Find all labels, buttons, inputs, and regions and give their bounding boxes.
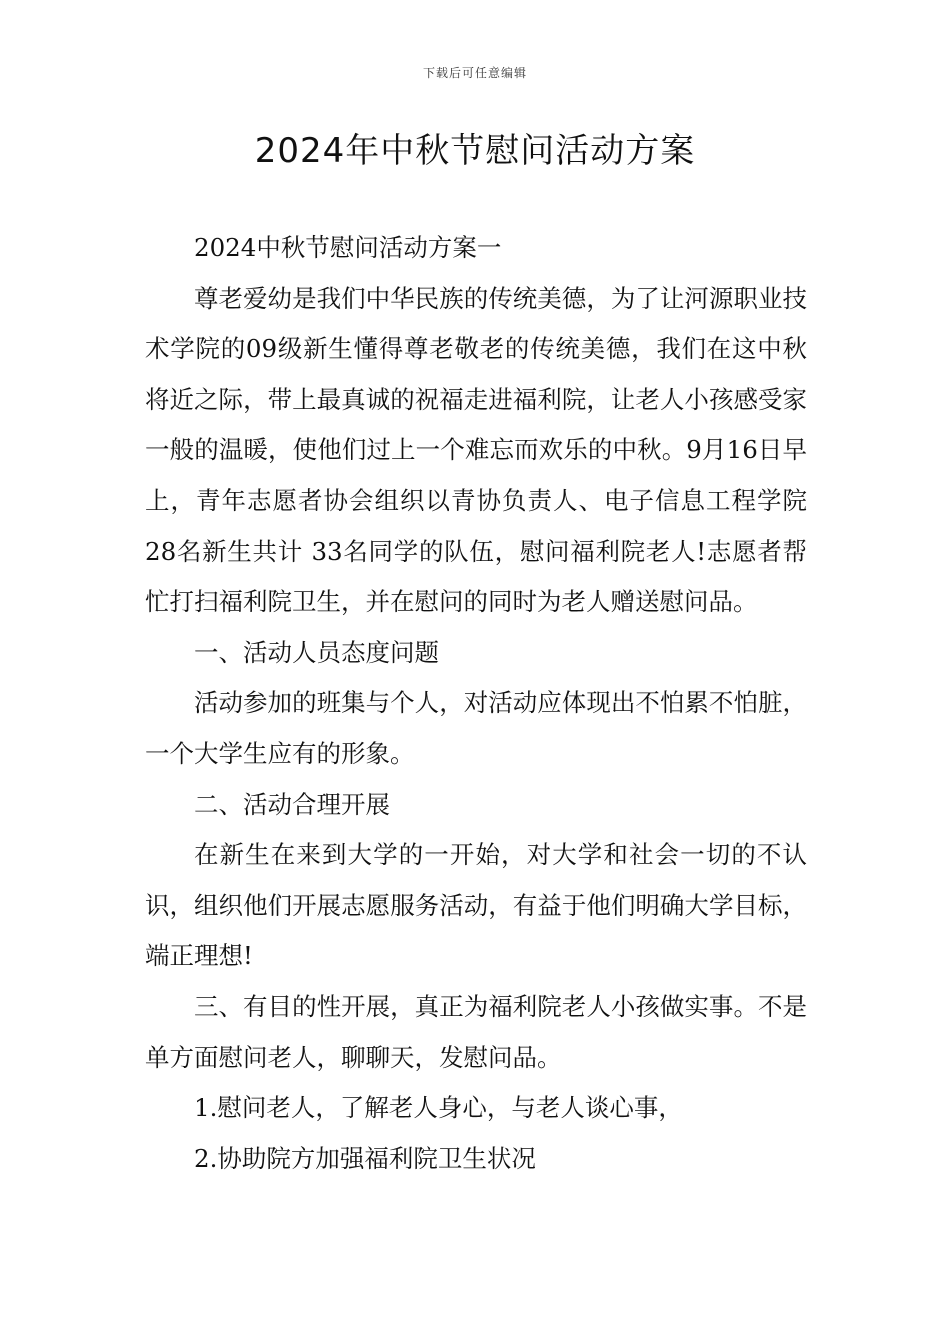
section-heading-purpose: 三、有目的性开展，真正为福利院老人小孩做实事。不是单方面慰问老人，聊聊天，发慰问品。 <box>145 991 807 1072</box>
intro-paragraph: 尊老爱幼是我们中华民族的传统美德，为了让河源职业技术学院的09级新生懂得尊老敬老的传统美德，我们在这中秋将近之际，带上最真诚的祝福走进福利院，让老人小孩感受家一般的温暖，使他们过上一个难忘而欢乐的中秋。9月16日早上，青年志愿者协会组织以青协负责人、电子信息工程学院28名新生共计 33名同学的队伍，慰问福利院老人!志愿者帮忙打扫福利院卫生，并在慰问的同时为老人赠送慰问品。 <box>145 283 807 617</box>
section-heading-development: 二、活动合理开展 <box>194 789 390 819</box>
list-item: 2.协助院方加强福利院卫生状况 <box>194 1143 536 1173</box>
section-heading-attitude: 一、活动人员态度问题 <box>194 637 439 667</box>
section-body-attitude: 活动参加的班集与个人，对活动应体现出不怕累不怕脏，一个大学生应有的形象。 <box>145 688 807 768</box>
document-title: 2024年中秋节慰问活动方案 <box>254 131 696 171</box>
header-note: 下载后可任意编辑 <box>422 66 527 80</box>
document-body <box>145 223 807 1184</box>
list-item: 1.慰问老人，了解老人身心，与老人谈心事， <box>194 1093 683 1123</box>
plan-subtitle: 2024中秋节慰问活动方案一 <box>194 233 502 262</box>
section-body-development: 在新生在来到大学的一开始，对大学和社会一切的不认识，组织他们开展志愿服务活动，有益于他们明确大学目标，端正理想! <box>145 840 807 971</box>
